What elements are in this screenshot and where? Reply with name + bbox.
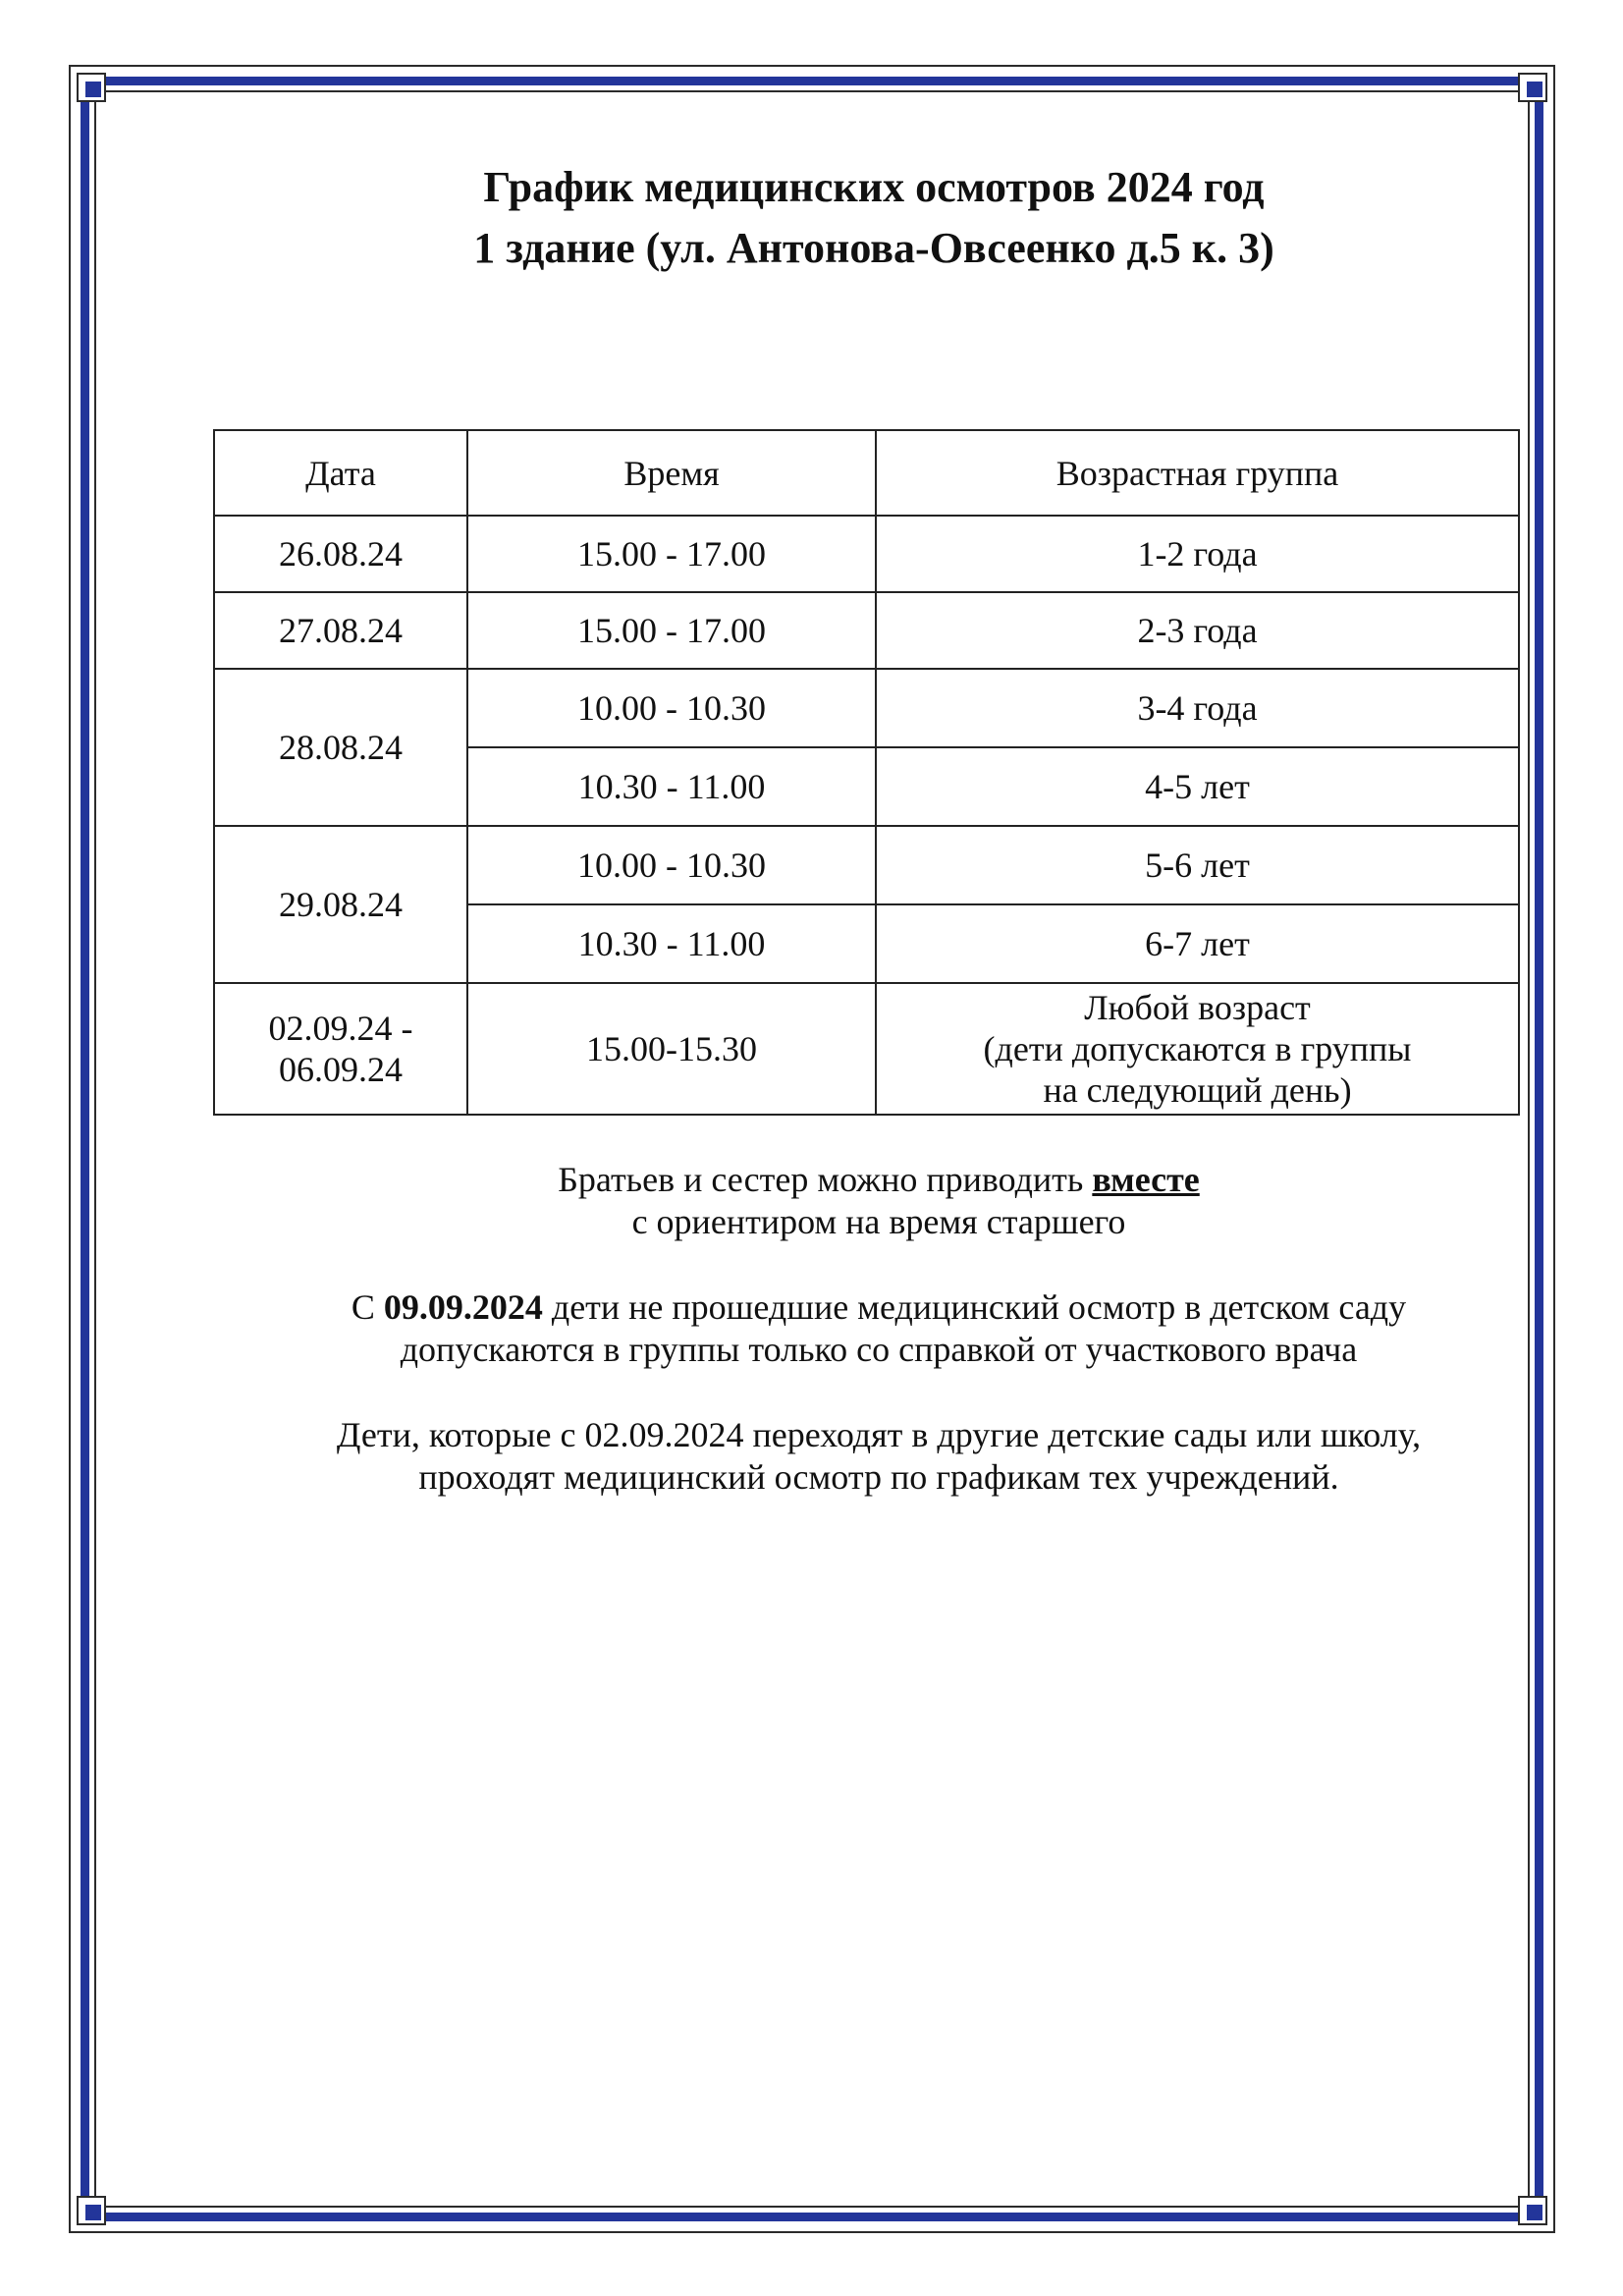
cell-date: 29.08.24: [214, 826, 467, 983]
schedule-table: [213, 429, 1520, 1116]
note-certificate: [196, 1286, 1561, 1371]
cell-time: 15.00 - 17.00: [467, 592, 876, 669]
note-certificate-line-2: допускаются в группы только со справкой от участкового врача: [400, 1330, 1358, 1369]
header-age-group: Возрастная группа: [876, 430, 1519, 516]
note-transfer-line-1: Дети, которые с 02.09.2024 переходят в другие детские сады или школу,: [336, 1415, 1422, 1454]
cell-date: 27.08.24: [214, 592, 467, 669]
note-text: дети не прошедшие медицинский осмотр в детском саду: [542, 1287, 1407, 1327]
cell-time: 10.00 - 10.30: [467, 826, 876, 904]
header-date: Дата: [214, 430, 467, 516]
note-emphasis-together: вместе: [1092, 1160, 1200, 1199]
table-row: [214, 983, 1519, 1115]
frame-corner-ornament: [1518, 73, 1547, 102]
frame-corner-ornament: [1518, 2196, 1547, 2225]
note-siblings: [196, 1159, 1561, 1243]
cell-age-group: 1-2 года: [876, 516, 1519, 592]
cell-age-group: Любой возраст (дети допускаются в группы на следующий день): [876, 983, 1519, 1115]
frame-corner-ornament: [77, 2196, 106, 2225]
table-row: [214, 516, 1519, 592]
cell-age-group: 6-7 лет: [876, 904, 1519, 983]
title-line-1: График медицинских осмотров 2024 год: [483, 163, 1265, 211]
cell-date: 28.08.24: [214, 669, 467, 826]
cell-time: 10.30 - 11.00: [467, 747, 876, 826]
note-siblings-line-1: [196, 1159, 1561, 1201]
cell-age-group: 5-6 лет: [876, 826, 1519, 904]
cell-time: 10.00 - 10.30: [467, 669, 876, 747]
document-title: [196, 157, 1551, 279]
note-siblings-line-2: с ориентиром на время старшего: [631, 1202, 1126, 1241]
note-transfer: [196, 1414, 1561, 1499]
notes-section: [196, 1159, 1561, 1542]
table-row: [214, 826, 1519, 904]
title-line-2: 1 здание (ул. Антонова-Овсеенко д.5 к. 3): [473, 224, 1274, 272]
cell-date: 26.08.24: [214, 516, 467, 592]
note-certificate-line-1: [196, 1286, 1561, 1329]
frame-corner-ornament: [77, 73, 106, 102]
table-row: [214, 669, 1519, 747]
cell-date: 02.09.24 - 06.09.24: [214, 983, 467, 1115]
table-header-row: [214, 430, 1519, 516]
table-row: [214, 592, 1519, 669]
header-time: Время: [467, 430, 876, 516]
note-emphasis-date: 09.09.2024: [383, 1287, 543, 1327]
cell-age-group: 4-5 лет: [876, 747, 1519, 826]
note-text: Братьев и сестер можно приводить: [558, 1160, 1093, 1199]
note-transfer-line-2: проходят медицинский осмотр по графикам тех учреждений.: [418, 1457, 1339, 1497]
cell-age-group: 3-4 года: [876, 669, 1519, 747]
cell-time: 15.00 - 17.00: [467, 516, 876, 592]
cell-time: 15.00-15.30: [467, 983, 876, 1115]
cell-time: 10.30 - 11.00: [467, 904, 876, 983]
page-frame-inner: [94, 90, 1530, 2208]
note-text: С: [351, 1287, 384, 1327]
cell-age-group: 2-3 года: [876, 592, 1519, 669]
